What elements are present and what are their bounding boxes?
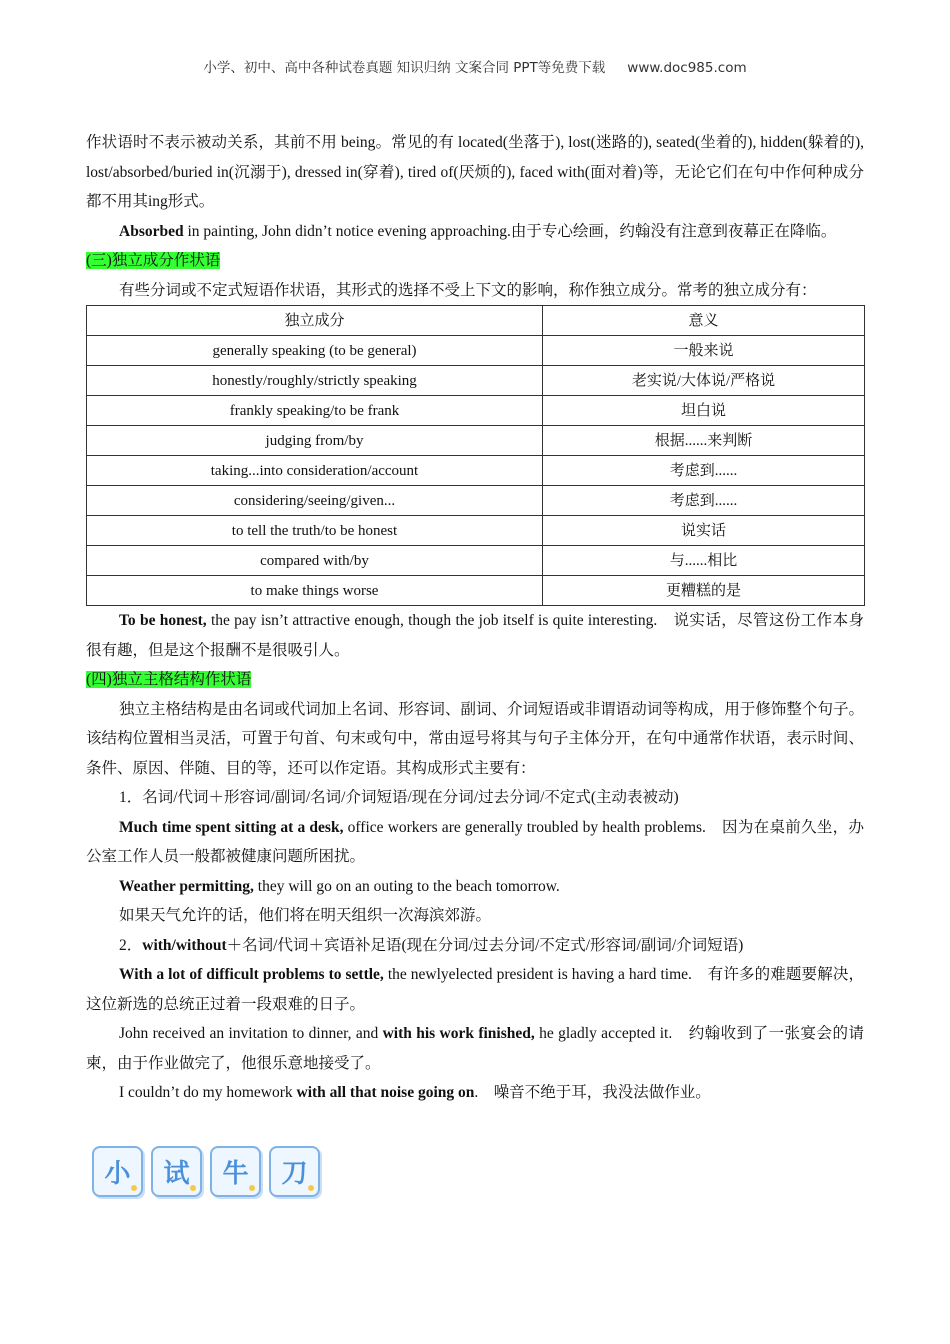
rule-item-2: 2．with/without＋名词/代词＋宾语补足语(现在分词/过去分词/不定式/形容词/副词/介词短语) xyxy=(119,936,744,954)
header-text: 小学、初中、高中各种试卷真题 知识归纳 文案合同 PPT等免费下载 xyxy=(203,60,606,76)
rule-item-1: 1．名词/代词＋形容词/副词/名词/介词短语/现在分词/过去分词/不定式(主动表被动) xyxy=(119,789,679,806)
example-john-invitation: John received an invitation to dinner, and with his work finished, he gladly accepted it. 约翰收到了一张宴会的请柬，由于作业做完了，他很乐意地接受了。 xyxy=(86,1025,864,1072)
section-heading-3: (三)独立成分作状语 xyxy=(86,252,221,269)
table-row xyxy=(87,516,865,546)
table-cell: taking...into consideration/account xyxy=(87,456,543,486)
table-cell: 一般来说 xyxy=(543,336,865,366)
example-noise: I couldn’t do my homework with all that noise going on. 噪音不绝于耳，我没法做作业。 xyxy=(119,1084,711,1101)
table-cell: 与......相比 xyxy=(543,546,865,576)
header-url[interactable]: www.doc985.com xyxy=(627,60,747,76)
table-row xyxy=(87,546,865,576)
table-cell: 考虑到...... xyxy=(543,486,865,516)
table-header-row xyxy=(87,306,865,336)
table-row xyxy=(87,336,865,366)
table-cell: judging from/by xyxy=(87,426,543,456)
table-row xyxy=(87,456,865,486)
table-cell: to tell the truth/to be honest xyxy=(87,516,543,546)
table-cell: 坦白说 xyxy=(543,396,865,426)
page-header xyxy=(0,56,950,76)
paragraph-intro: 作状语时不表示被动关系，其前不用 being。常见的有 located(坐落于), lost(迷路的), seated(坐着的), hidden(躲着的), lost/absorbed/buried in(沉溺于), dressed in(穿着), tired of(厌烦的), faced with(面对着)等，无论它们在句中作何种成分都不用其ing形式。 xyxy=(86,134,864,210)
badge-char: 试 xyxy=(151,1146,202,1197)
table-cell: 根据......来判断 xyxy=(543,426,865,456)
practice-banner xyxy=(92,1146,320,1197)
table-cell: generally speaking (to be general) xyxy=(87,336,543,366)
table-cell: to make things worse xyxy=(87,576,543,606)
badge-char: 牛 xyxy=(210,1146,261,1197)
example-absorbed: Absorbed in painting, John didn’t notice evening approaching.由于专心绘画，约翰没有注意到夜幕正在降临。 xyxy=(119,222,837,240)
paragraph-absolute: 独立主格结构是由名词或代词加上名词、形容词、副词、介词短语或非谓语动词等构成，用于修饰整个句子。该结构位置相当灵活，可置于句首、句末或句中，常由逗号将其与句子主体分开，在句中通常作状语，表示时间、条件、原因、伴随、目的等，还可以作定语。其构成形式主要有： xyxy=(86,700,864,777)
table-row xyxy=(87,426,865,456)
example-much-time: Much time spent sitting at a desk, office workers are generally troubled by health problems. 因为在桌前久坐，办公室工作人员一般都被健康问题所困扰。 xyxy=(86,818,864,865)
table-row xyxy=(87,396,865,426)
table-cell: frankly speaking/to be frank xyxy=(87,396,543,426)
example-weather-translation: 如果天气允许的话，他们将在明天组织一次海滨郊游。 xyxy=(119,907,492,924)
table-cell: 说实话 xyxy=(543,516,865,546)
document-body xyxy=(86,128,864,1108)
table-header-cell: 独立成分 xyxy=(87,306,543,336)
example-to-be-honest: To be honest, the pay isn’t attractive enough, though the job itself is quite interesting. 说实话，尽管这份工作本身很有趣，但是这个报酬不是很吸引人。 xyxy=(86,612,864,659)
table-row xyxy=(87,576,865,606)
badge-char: 小 xyxy=(92,1146,143,1197)
table-cell: honestly/roughly/strictly speaking xyxy=(87,366,543,396)
badge-char: 刀 xyxy=(269,1146,320,1197)
example-weather: Weather permitting, they will go on an outing to the beach tomorrow. xyxy=(119,877,560,895)
paragraph-independent: 有些分词或不定式短语作状语，其形式的选择不受上下文的影响，称作独立成分。常考的独立成分有： xyxy=(119,281,817,299)
table-row xyxy=(87,366,865,396)
table-header-cell: 意义 xyxy=(543,306,865,336)
table-cell: 更糟糕的是 xyxy=(543,576,865,606)
example-with-problems: With a lot of difficult problems to settle, the newlyelected president is having a hard time. 有许多的难题要解决，这位新选的总统正过着一段艰难的日子。 xyxy=(86,966,865,1013)
independent-elements-table xyxy=(86,305,865,606)
table-cell: 考虑到...... xyxy=(543,456,865,486)
table-cell: considering/seeing/given... xyxy=(87,486,543,516)
section-heading-4: (四)独立主格结构作状语 xyxy=(86,671,252,688)
table-cell: compared with/by xyxy=(87,546,543,576)
table-cell: 老实说/大体说/严格说 xyxy=(543,366,865,396)
table-row xyxy=(87,486,865,516)
